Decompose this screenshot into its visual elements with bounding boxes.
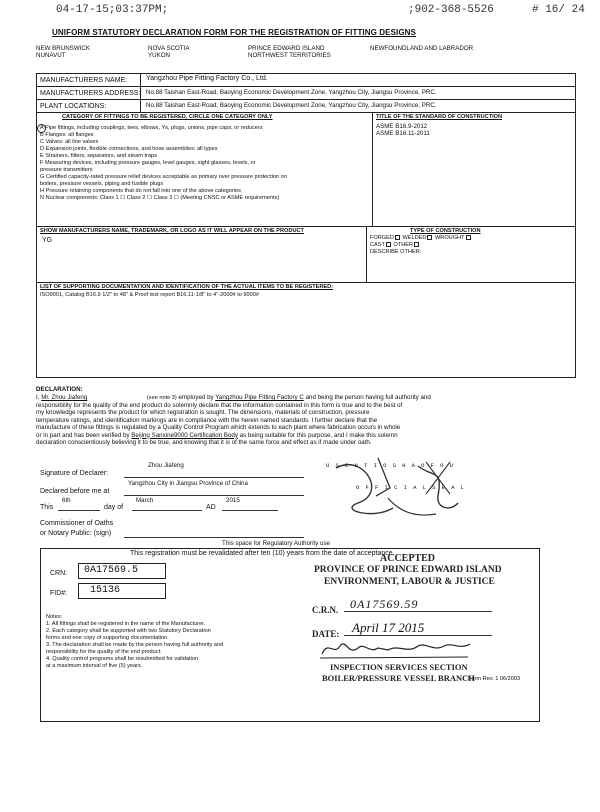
year-value: 2015 (226, 497, 240, 504)
plant-locations-label: PLANT LOCATIONS: (40, 103, 107, 110)
category-item-c[interactable]: C Valves: all line valves (40, 139, 99, 145)
regulatory-space-note: This space for Regulatory Authority use (222, 540, 330, 547)
standard-values (376, 123, 430, 138)
province-nunavut: NUNAVUT (36, 52, 66, 60)
trademark-heading: SHOW MANUFACTURERS NAME, TRADEMARK, OR LOGO AS IT WILL APPEAR ON THE PRODUCT (40, 228, 304, 234)
notes-heading: Notes: (46, 614, 63, 620)
stamp-crn-value: 0A17569.59 (350, 597, 419, 611)
commissioner-label-1: Commissioner of Oaths (40, 520, 114, 527)
category-item-e[interactable]: E Strainers, filters, separators, and steam traps (40, 153, 157, 159)
fid-value: 15136 (90, 585, 121, 596)
category-item-b[interactable]: B Flanges: all flanges (40, 132, 94, 138)
note-3: 3. The declaration shall be made by the person having full authority and (46, 642, 224, 648)
province-col-4 (370, 45, 473, 52)
note-3-cont: responsibility for the quality of the end product. (46, 649, 162, 655)
stamp-province: PROVINCE OF PRINCE EDWARD ISLAND (314, 565, 502, 575)
category-item-h[interactable]: H Pressure retaining components that do not fall into one of the above categories (40, 188, 241, 194)
ad-label: AD (206, 504, 216, 511)
declaration-line-6: as being suitable for this purpose, and I make this solemn (239, 431, 398, 439)
declaration-verifier[interactable]: Beijing Sanxine9000 Certification Body (131, 431, 238, 439)
construction-forged[interactable]: FORGED (370, 235, 394, 241)
declaration-heading: DECLARATION: (36, 386, 83, 393)
form-title: UNIFORM STATUTORY DECLARATION FORM FOR THE REGISTRATION OF FITTING DESIGNS (52, 28, 416, 37)
category-heading: CATEGORY OF FITTINGS TO BE REGISTERED, CIRCLE ONE CATEGORY ONLY (62, 114, 273, 120)
supporting-value: ISO9001, Catalog B16.9 1/2" to 48" & Proof test report B16.11-1/8" to 4"-2000# to 9000# (40, 292, 259, 298)
stamp-crn-label: C.R.N. (312, 605, 339, 615)
declaration-employer[interactable]: Yangzhou Pipe Fitting Factory C (215, 394, 304, 401)
revalidate-text: This registration must be revalidated after ten (10) years from the date of acceptance. (130, 550, 395, 557)
category-item-f[interactable]: F Measuring devices, including pressure gauges, level gauges, sight glasses, levels, or (40, 160, 256, 166)
standard-heading: TITLE OF THE STANDARD OF CONSTRUCTION (376, 114, 503, 120)
declaration-line-0: and being the person having full authority and (305, 394, 431, 401)
construction-welded[interactable]: WELDED (402, 235, 427, 241)
fax-header-right: ;902-368-5526 (408, 4, 494, 16)
standard-line-1: ASME B16.9-2012 (376, 123, 428, 130)
crn-value: 0A17569.5 (84, 565, 139, 576)
manufacturer-name-label: MANUFACTURERS NAME: (40, 77, 128, 84)
commissioner-signature-field[interactable] (124, 524, 304, 538)
category-item-f-cont: pressure transmitters (40, 167, 93, 173)
category-item-g[interactable]: G Certified capacity-rated pressure relief devices acceptable as primary over pressure protection on (40, 174, 287, 180)
stamp-date-label: DATE: (312, 629, 340, 639)
note-2: 2. Each category shall be supported with two Statutory Declaration (46, 628, 211, 634)
fax-header-left: 04-17-15;03:37PM; (56, 4, 169, 16)
stamp-department: ENVIRONMENT, LABOUR & JUSTICE (324, 577, 495, 587)
fid-label: FID#: (50, 590, 68, 597)
declaration-line-7: declaration conscientiously believing it to be true, and knowing that it is of the same force and effect as if made under oath. (36, 439, 372, 447)
note-4-cont: at a maximum interval of five (5) years. (46, 663, 143, 669)
construction-heading: TYPE OF CONSTRUCTION (410, 228, 481, 234)
declaration-line-5: or in part and has been verified by (36, 431, 130, 439)
province-new-brunswick: NEW BRUNSWICK (36, 45, 90, 52)
note-4: 4. Quality control programs shall be resubmitted for validation (46, 656, 199, 662)
declaration-line-2: my knowledge represents the product for which registration is sought. The dimensions, materials of construction, pressure (36, 409, 370, 417)
province-newfoundland: NEWFOUNDLAND AND LABRADOR (370, 45, 474, 52)
declaration-note: (see note 3) (146, 395, 177, 401)
category-item-n[interactable]: N Nuclear components: Class 1 ☐ Class 2 ☐ Class 3 ☐ (Meeting CNSC or ASME requirements) (40, 195, 280, 201)
declaration-line-3: temperature ratings, and identification markings are in compliance with the herein named standards. I further declare that the (36, 416, 378, 424)
province-nova-scotia: NOVA SCOTIA (148, 45, 190, 52)
declaration-employed: employed by (178, 394, 214, 401)
notary-seal-line-1: U S E N T I O S H A O F O U (326, 462, 455, 469)
stamp-date-value: April 17 2015 (352, 620, 425, 635)
manufacturer-address-value: No.88 Taishan East-Road, Baoying Economic Development Zone, Yangzhou City, Jiangsu Province, PRC. (146, 89, 437, 96)
trademark-value: YG (42, 237, 53, 244)
category-a-circle (37, 124, 46, 133)
supporting-heading: LIST OF SUPPORTING DOCUMENTATION AND IDENTIFICATION OF THE ACTUAL ITEMS TO BE REGISTERED: (40, 284, 334, 290)
category-item-d[interactable]: D Expansion joints, flexible connections, and hose assemblies: all types (40, 146, 218, 152)
category-item-g-cont: boilers, pressure vessels, piping and fusible plugs (40, 181, 164, 187)
manufacturer-name-value: Yangzhou Pipe Fitting Factory Co., Ltd. (146, 75, 268, 82)
province-col-1 (36, 45, 90, 60)
accepted-stamp: ACCEPTED (380, 553, 436, 564)
declaration-line-1: responsibility for the quality of the end product do solemnly declare that the information contained in this form is true and to the best of (36, 402, 403, 409)
declaration-body (36, 394, 581, 446)
province-yukon: YUKON (148, 52, 171, 60)
cast-checkbox[interactable] (386, 242, 391, 247)
category-item-a[interactable]: A Pipe fittings, including couplings, tees, elbows, Ys, plugs, unions, pipe caps, or reducers (40, 125, 263, 131)
province-col-2 (148, 45, 190, 60)
commissioner-label-2: or Notary Public: (sign) (40, 530, 112, 537)
declarant-name[interactable]: Mr. Zhou Jiafeng (41, 394, 88, 401)
construction-other[interactable]: OTHER (393, 242, 414, 248)
declared-location-value: Yangzhou City in Jiangsu Province of China (128, 480, 248, 487)
category-list (40, 125, 370, 202)
notary-seal-line-2: O F F I C I A L S E A L (356, 484, 466, 491)
signature-label: Signature of Declarer: (40, 470, 109, 477)
welded-checkbox[interactable] (427, 235, 432, 240)
signature-value: Zhou Jiafeng (148, 462, 184, 469)
stamp-inspection: INSPECTION SERVICES SECTION (330, 662, 468, 672)
day-value: 6th (62, 497, 71, 504)
declaration-line-4: manufacture of these fittings is regulated by a Quality Control Program which extends to each plant where fabrication occurs in whole (36, 424, 401, 432)
other-checkbox[interactable] (414, 242, 419, 247)
month-value: March (136, 497, 154, 504)
construction-describe: DESCRIBE OTHER: (370, 249, 422, 255)
forged-checkbox[interactable] (395, 235, 400, 240)
this-label: This (40, 504, 54, 511)
fax-page-number: # 16/ 24 (532, 4, 585, 16)
stamp-branch: BOILER/PRESSURE VESSEL BRANCH (322, 673, 475, 683)
standard-line-2: ASME B16.11-2011 (376, 130, 430, 138)
province-pei: PRINCE EDWARD ISLAND (248, 45, 325, 52)
construction-wrought[interactable]: WROUGHT (435, 235, 465, 241)
form-revision: Form Rev. 1 06/2003 (468, 676, 521, 682)
province-nwt: NORTHWEST TERRITORIES (248, 52, 331, 60)
declared-before-label: Declared before me at (40, 488, 110, 495)
wrought-checkbox[interactable] (466, 235, 471, 240)
note-2-cont: forms and one copy of supporting documentation. (46, 635, 169, 641)
province-col-3 (248, 45, 331, 60)
construction-cast[interactable]: CAST (370, 242, 385, 248)
crn-label: CRN: (50, 570, 68, 577)
plant-locations-value: No.88 Taishan East-Road, Baoying Economic Development Zone, Yangzhou City, Jiangsu Province, PRC. (146, 102, 437, 109)
construction-options (370, 235, 570, 256)
inspector-signature (318, 638, 478, 660)
notes-block (46, 614, 296, 670)
manufacturer-address-label: MANUFACTURERS ADDRESS: (40, 90, 141, 97)
note-1: 1. All fittings shall be registered in the name of the Manufacturer. (46, 621, 206, 627)
declaration-i: I, (36, 394, 40, 401)
day-of-label: day of (104, 504, 124, 511)
